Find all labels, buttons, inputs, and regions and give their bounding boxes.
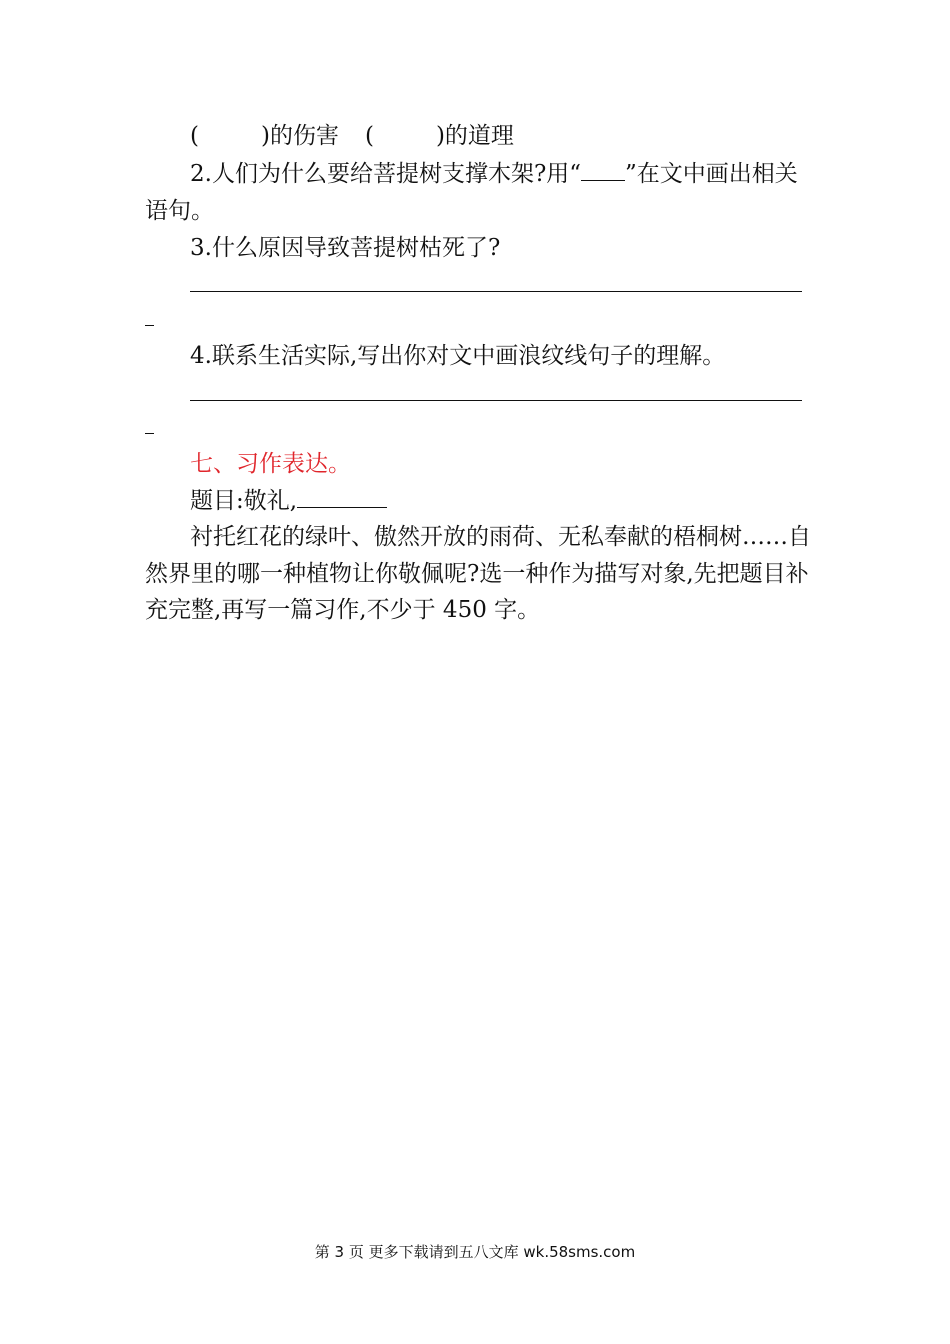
q3-question: 3.什么原因导致菩提树枯死了? [190,235,501,261]
topic-blank [297,487,387,508]
q3-answer-line [190,291,802,292]
q3-answer-line-tail [145,325,154,326]
q2-text-after: ”在文中画出相关 [625,161,798,187]
q1-paren2-close: )的道理 [435,123,514,149]
q1-paren2-open: ( [364,123,374,149]
section7-heading: 七、习作表达。 [190,451,351,477]
section7-paragraph-line1: 衬托红花的绿叶、傲然开放的雨荷、无私奉献的梧桐树……自 [190,524,811,550]
q1-paren1-open: ( [190,123,199,149]
q1-answer-line [190,121,514,151]
topic-label: 题目:敬礼, [190,488,298,514]
page-footer: 第 3 页 更多下载请到五八文库 wk.58sms.com [314,1243,636,1261]
section7-topic [190,486,387,516]
section7-paragraph-line2: 然界里的哪一种植物让你敬佩呢?选一种作为描写对象,先把题目补 [145,561,809,587]
q4-answer-line-tail [145,433,154,434]
q2-line1 [190,159,798,189]
section7-paragraph-line3: 充完整,再写一篇习作,不少于 450 字。 [145,597,541,623]
q4-answer-line [190,400,802,401]
q4-question: 4.联系生活实际,写出你对文中画浪纹线句子的理解。 [190,343,726,369]
q2-line2: 语句。 [145,198,214,224]
q2-underline-blank [581,160,625,181]
q1-paren1-close: )的伤害 [260,123,339,149]
q2-text-before: 2.人们为什么要给菩提树支撑木架?用“ [190,161,582,187]
